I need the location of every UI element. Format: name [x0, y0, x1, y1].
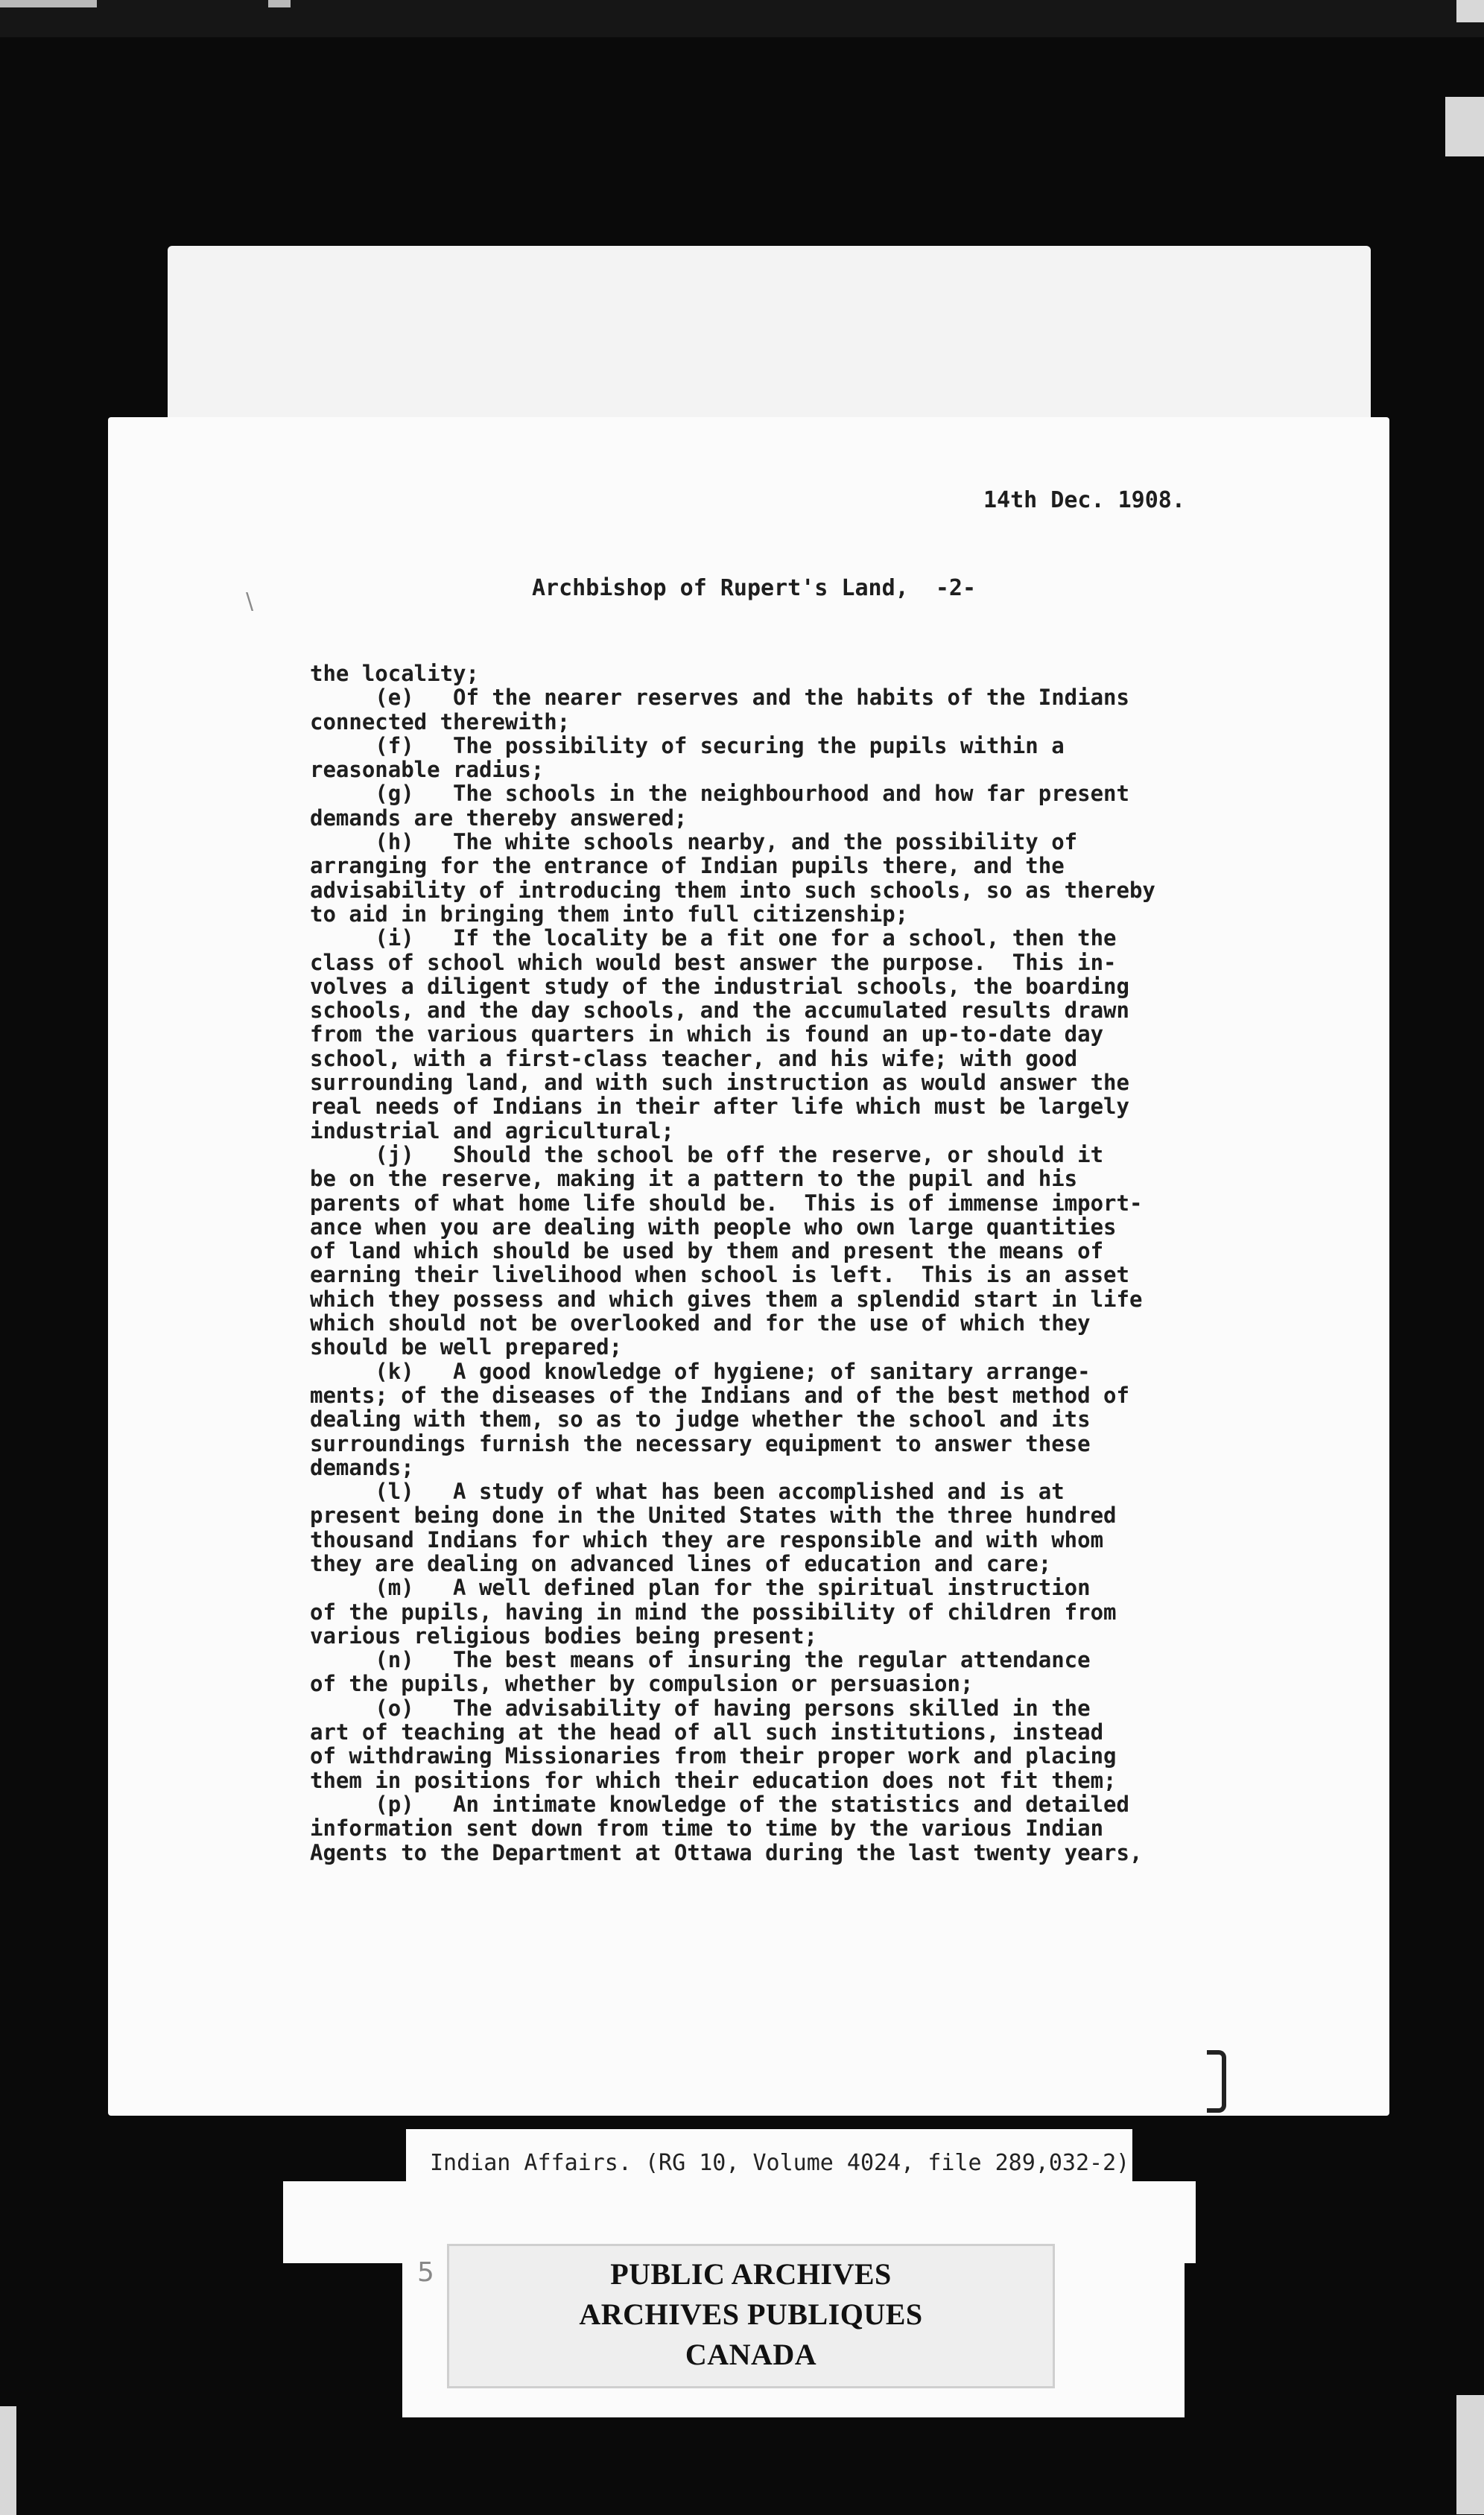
body-line: arranging for the entrance of Indian pupils there, and the [310, 853, 1065, 879]
paper-clip [1207, 2050, 1226, 2113]
body-line: class of school which would best answer the purpose. This in- [310, 949, 1117, 975]
body-line: information sent down from time to time by the various Indian [310, 1815, 1104, 1842]
body-line: from the various quarters in which is found an up-to-date day [310, 1021, 1104, 1047]
body-line: demands; [310, 1454, 414, 1480]
body-line: (e) Of the nearer reserves and the habits of the Indians [310, 685, 1129, 711]
body-line: the locality; [310, 661, 479, 686]
film-top-strip [0, 0, 1484, 37]
body-line: (n) The best means of insuring the regular attendance [310, 1647, 1091, 1673]
film-mark [0, 0, 97, 7]
body-line: various religious bodies being present; [310, 1623, 817, 1649]
body-line: industrial and agricultural; [310, 1117, 674, 1144]
body-line: be on the reserve, making it a pattern to the pupil and his [310, 1166, 1078, 1192]
body-line: parents of what home life should be. This is of immense import- [310, 1190, 1143, 1216]
film-mark [268, 0, 291, 7]
margin-mark: \ [246, 589, 254, 615]
body-line: (p) An intimate knowledge of the statistics and detailed [310, 1791, 1129, 1817]
body-line: of the pupils, having in mind the possibility of children from [310, 1599, 1117, 1625]
body-line: volves a diligent study of the industrial schools, the boarding [310, 973, 1129, 999]
body-line: connected therewith; [310, 708, 571, 735]
body-line: of the pupils, whether by compulsion or persuasion; [310, 1671, 974, 1697]
film-edge [0, 2406, 16, 2515]
body-line: should be well prepared; [310, 1334, 623, 1360]
body-line: which should not be overlooked and for the use of which they [310, 1310, 1091, 1336]
body-line: them in positions for which their education does not fit them; [310, 1767, 1117, 1793]
body-line: present being done in the United States with the three hundred [310, 1503, 1117, 1529]
letter-date: 14th Dec. 1908. [983, 487, 1185, 513]
stamp-line-1: PUBLIC ARCHIVES [610, 2257, 892, 2291]
body-line: thousand Indians for which they are responsible and with whom [310, 1526, 1104, 1553]
body-line: earning their livelihood when school is left. This is an asset [310, 1262, 1129, 1288]
body-line: (o) The advisability of having persons skilled in the [310, 1695, 1091, 1721]
body-line: dealing with them, so as to judge whether the school and its [310, 1406, 1091, 1433]
body-line: (l) A study of what has been accomplished and is at [310, 1479, 1065, 1505]
body-line: ance when you are dealing with people who own large quantities [310, 1214, 1117, 1240]
body-line: real needs of Indians in their after life which must be largely [310, 1094, 1129, 1120]
stamp-number: 5 [417, 2257, 434, 2288]
film-edge [1456, 2395, 1484, 2514]
body-line: reasonable radius; [310, 757, 545, 783]
body-line: schools, and the day schools, and the accumulated results drawn [310, 998, 1129, 1024]
body-line: (m) A well defined plan for the spiritual instruction [310, 1575, 1091, 1601]
stamp-line-3: CANADA [685, 2338, 817, 2371]
body-line: ments; of the diseases of the Indians and of the best method of [310, 1382, 1129, 1408]
body-line: school, with a first-class teacher, and his wife; with good [310, 1045, 1078, 1071]
body-line: of land which should be used by them and present the means of [310, 1238, 1104, 1264]
citation-text: Indian Affairs. (RG 10, Volume 4024, file 289,032-2) [430, 2150, 1130, 2176]
body-line: to aid in bringing them into full citizenship; [310, 901, 909, 927]
body-line: demands are thereby answered; [310, 805, 688, 831]
body-line: surroundings furnish the necessary equipment to answer these [310, 1430, 1091, 1456]
body-line: surrounding land, and with such instruction as would answer the [310, 1070, 1129, 1096]
body-line: which they possess and which gives them a splendid start in life [310, 1286, 1143, 1312]
archives-stamp [447, 2244, 1055, 2388]
stamp-line-2: ARCHIVES PUBLIQUES [579, 2297, 923, 2331]
film-edge [1456, 0, 1484, 22]
body-line: of withdrawing Missionaries from their proper work and placing [310, 1743, 1117, 1769]
body-line: (h) The white schools nearby, and the possibility of [310, 829, 1078, 855]
letter-heading: Archbishop of Rupert's Land, -2- [532, 575, 977, 601]
letter-body [310, 662, 1155, 1865]
body-line: (g) The schools in the neighbourhood and how far present [310, 781, 1129, 807]
body-line: advisability of introducing them into such schools, so as thereby [310, 877, 1155, 903]
film-edge [1445, 97, 1484, 156]
body-line: (k) A good knowledge of hygiene; of sanitary arrange- [310, 1358, 1091, 1384]
body-line: art of teaching at the head of all such institutions, instead [310, 1719, 1104, 1745]
body-line: (f) The possibility of securing the pupils within a [310, 732, 1065, 758]
body-line: (j) Should the school be off the reserve, or should it [310, 1141, 1104, 1167]
body-line: (i) If the locality be a fit one for a school, then the [310, 925, 1117, 951]
body-line: they are dealing on advanced lines of education and care; [310, 1550, 1052, 1576]
body-line: Agents to the Department at Ottawa during the last twenty years, [310, 1839, 1143, 1865]
